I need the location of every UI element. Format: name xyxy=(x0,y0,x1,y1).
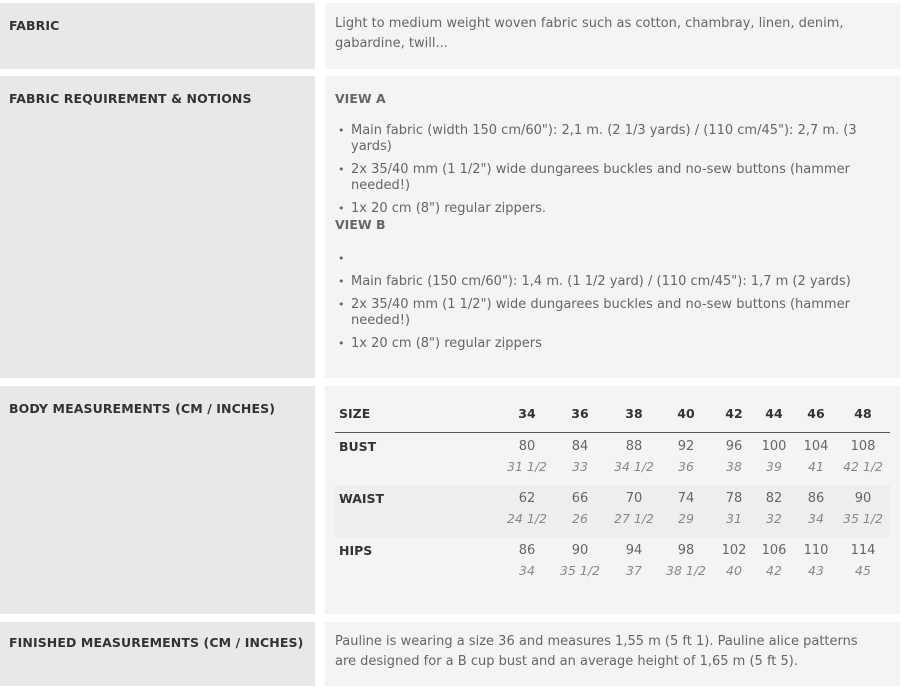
cm-value: 84 xyxy=(571,439,589,454)
table-row-waist xyxy=(335,485,890,537)
list-item: • 2x 35/40 mm (1 1/2") wide dungarees buckles and no-sew buttons (hammer needed!) xyxy=(335,162,865,194)
cm-value: 90 xyxy=(854,491,872,506)
body-label-cell xyxy=(0,386,315,614)
cm-value: 94 xyxy=(625,543,643,558)
inch-value: 33 xyxy=(572,459,588,474)
table-row-bust xyxy=(335,433,890,485)
finished-measurements-label: FINISHED MEASUREMENTS (CM / INCHES) xyxy=(9,635,304,650)
inch-value: 34 xyxy=(808,511,824,526)
row-label-hips: HIPS xyxy=(339,543,373,558)
cm-value: 70 xyxy=(625,491,643,506)
inch-value: 31 1/2 xyxy=(507,459,547,474)
inch-value: 35 1/2 xyxy=(843,511,883,526)
list-item: • 2x 35/40 mm (1 1/2") wide dungarees buckles and no-sew buttons (hammer needed!) xyxy=(335,297,865,329)
inch-value: 29 xyxy=(678,511,694,526)
inch-value: 32 xyxy=(766,511,782,526)
cm-value: 92 xyxy=(677,439,695,454)
inch-value: 37 xyxy=(626,563,642,578)
fabric-label: FABRIC xyxy=(9,18,60,33)
size-42: 42 xyxy=(725,406,743,421)
requirements-row xyxy=(0,76,903,378)
inch-value: 34 xyxy=(519,563,535,578)
view-b-list xyxy=(335,251,865,359)
cm-value: 62 xyxy=(518,491,536,506)
cm-value: 110 xyxy=(803,543,829,558)
cm-value: 106 xyxy=(761,543,787,558)
inch-value: 38 1/2 xyxy=(666,563,706,578)
cm-value: 86 xyxy=(807,491,825,506)
view-a-list xyxy=(335,123,865,224)
list-item: • 1x 20 cm (8") regular zippers xyxy=(335,336,865,352)
fabric-content-cell xyxy=(325,3,900,69)
cm-value: 114 xyxy=(850,543,876,558)
cm-value: 100 xyxy=(761,439,787,454)
inch-value: 39 xyxy=(766,459,782,474)
fabric-row xyxy=(0,3,903,69)
inch-value: 24 1/2 xyxy=(507,511,547,526)
list-item: • 1x 20 cm (8") regular zippers. xyxy=(335,201,865,217)
size-36: 36 xyxy=(571,406,589,421)
requirements-content-cell xyxy=(325,76,900,378)
size-table xyxy=(335,398,890,589)
body-content-cell xyxy=(325,386,900,614)
cm-value: 96 xyxy=(725,439,743,454)
inch-value: 36 xyxy=(678,459,694,474)
cm-value: 104 xyxy=(803,439,829,454)
view-a-title: VIEW A xyxy=(335,91,386,106)
inch-value: 42 1/2 xyxy=(843,459,883,474)
size-table-header xyxy=(335,398,890,433)
cm-value: 82 xyxy=(765,491,783,506)
finished-label-cell xyxy=(0,622,315,686)
inch-value: 31 xyxy=(726,511,742,526)
inch-value: 42 xyxy=(766,563,782,578)
list-item: • Main fabric (150 cm/60"): 1,4 m. (1 1/2 yard) / (110 cm/45"): 1,7 m (2 yards) xyxy=(335,274,865,290)
requirements-label: FABRIC REQUIREMENT & NOTIONS xyxy=(9,91,252,106)
cm-value: 88 xyxy=(625,439,643,454)
cm-value: 108 xyxy=(850,439,876,454)
size-48: 48 xyxy=(854,406,872,421)
body-measurements-label: BODY MEASUREMENTS (CM / INCHES) xyxy=(9,401,276,416)
inch-value: 41 xyxy=(808,459,824,474)
cm-value: 80 xyxy=(518,439,536,454)
inch-value: 40 xyxy=(726,563,742,578)
inch-value: 26 xyxy=(572,511,588,526)
size-header-label: SIZE xyxy=(339,406,371,421)
size-40: 40 xyxy=(677,406,695,421)
finished-description: Pauline is wearing a size 36 and measures 1,55 m (5 ft 1). Pauline alice patterns are designed for a B cup bust and an average height of 1,65 m (5 ft 5). xyxy=(335,634,858,669)
list-item xyxy=(335,251,865,267)
row-label-bust: BUST xyxy=(339,439,377,454)
cm-value: 102 xyxy=(721,543,747,558)
view-b-title: VIEW B xyxy=(335,217,386,232)
cm-value: 66 xyxy=(571,491,589,506)
cm-value: 90 xyxy=(571,543,589,558)
inch-value: 45 xyxy=(855,563,871,578)
finished-measurements-row xyxy=(0,622,903,686)
table-row-hips xyxy=(335,537,890,589)
cm-value: 98 xyxy=(677,543,695,558)
finished-content-cell xyxy=(325,622,900,686)
size-44: 44 xyxy=(765,406,783,421)
size-34: 34 xyxy=(518,406,536,421)
inch-value: 43 xyxy=(808,563,824,578)
fabric-label-cell xyxy=(0,3,315,69)
cm-value: 86 xyxy=(518,543,536,558)
cm-value: 74 xyxy=(677,491,695,506)
inch-value: 35 1/2 xyxy=(560,563,600,578)
list-item: • Main fabric (width 150 cm/60"): 2,1 m. (2 1/3 yards) / (110 cm/45"): 2,7 m. (3 yards) xyxy=(335,123,865,155)
fabric-description: Light to medium weight woven fabric such as cotton, chambray, linen, denim, gabardine, twill... xyxy=(335,16,844,51)
cm-value: 78 xyxy=(725,491,743,506)
inch-value: 27 1/2 xyxy=(614,511,654,526)
body-measurements-row xyxy=(0,386,903,614)
requirements-label-cell xyxy=(0,76,315,378)
inch-value: 38 xyxy=(726,459,742,474)
row-label-waist: WAIST xyxy=(339,491,385,506)
size-46: 46 xyxy=(807,406,825,421)
inch-value: 34 1/2 xyxy=(614,459,654,474)
size-38: 38 xyxy=(625,406,643,421)
